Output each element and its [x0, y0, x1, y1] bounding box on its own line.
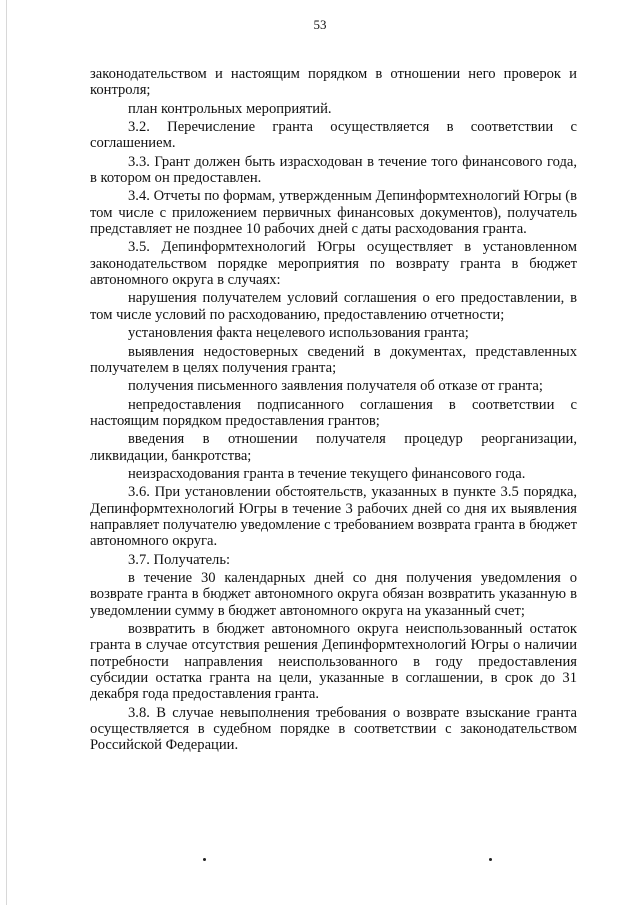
paragraph-3-7: 3.7. Получатель:	[128, 551, 231, 568]
list-item-return-remainder: возвратить в бюджет автономного округа неиспользованный остаток гранта в случае отсутствия решения Депинформтехнологий Югры о наличии потребности направления неиспользованного в году предоставления субсидии остатка гранта на цели, указанные в соглашении, в срок до 31 декабря года предоставления гранта.	[90, 621, 577, 703]
list-item-return-30-days: в течение 30 календарных дней со дня получения уведомления о возврате гранта в бюджет автономного округа обязан возвратить указанную в уведомлении сумму в бюджет автономного округа на указанный счет;	[90, 569, 577, 619]
paragraph-3-6: 3.6. При установлении обстоятельств, указанных в пункте 3.5 порядка, Депинформтехнологий Югры в течение 3 рабочих дней со дня их выявления направляет получателю уведомление с требованием возврата гранта в бюджет автономного округа.	[90, 484, 577, 550]
list-item-bankruptcy: введения в отношении получателя процедур реорганизации, ликвидации, банкротства;	[90, 431, 577, 464]
paragraph-continuation: законодательством и настоящим порядком в отношении него проверок и контроля;	[90, 66, 577, 99]
scan-edge-line	[6, 0, 7, 905]
paragraph-3-5: 3.5. Депинформтехнологий Югры осуществляет в установленном законодательством порядке мероприятия по возврату гранта в бюджет автономного округа в случаях:	[90, 239, 577, 289]
paragraph-3-4: 3.4. Отчеты по формам, утвержденным Депинформтехнологий Югры (в том числе с приложением первичных финансовых документов), получатель представляет не позднее 10 рабочих дней с даты расходования гранта.	[90, 188, 577, 238]
list-item-misuse: установления факта нецелевого использования гранта;	[128, 325, 469, 342]
paragraph: план контрольных мероприятий.	[128, 100, 332, 117]
list-item-no-agreement: непредоставления подписанного соглашения в соответствии с настоящим порядком предоставления грантов;	[90, 396, 577, 429]
document-body	[90, 66, 577, 756]
page-number: 53	[313, 17, 327, 32]
list-item-unspent: неизрасходования гранта в течение текущего финансового года.	[128, 465, 526, 482]
scan-mark-dot	[489, 858, 492, 861]
paragraph-3-2: 3.2. Перечисление гранта осуществляется в соответствии с соглашением.	[90, 119, 577, 152]
scan-mark-dot	[203, 858, 206, 861]
list-item-refusal: получения письменного заявления получателя об отказе от гранта;	[128, 378, 543, 395]
list-item-false-info: выявления недостоверных сведений в документах, представленных получателем в целях получения гранта;	[90, 343, 577, 376]
paragraph-3-3: 3.3. Грант должен быть израсходован в течение того финансового года, в котором он предоставлен.	[90, 153, 577, 187]
list-item-violation: нарушения получателем условий соглашения о его предоставлении, в том числе условий по расходованию, предоставлению отчетности;	[90, 290, 577, 323]
paragraph-3-8: 3.8. В случае невыполнения требования о возврате взыскание гранта осуществляется в судебном порядке в соответствии с законодательством Российской Федерации.	[90, 704, 577, 754]
